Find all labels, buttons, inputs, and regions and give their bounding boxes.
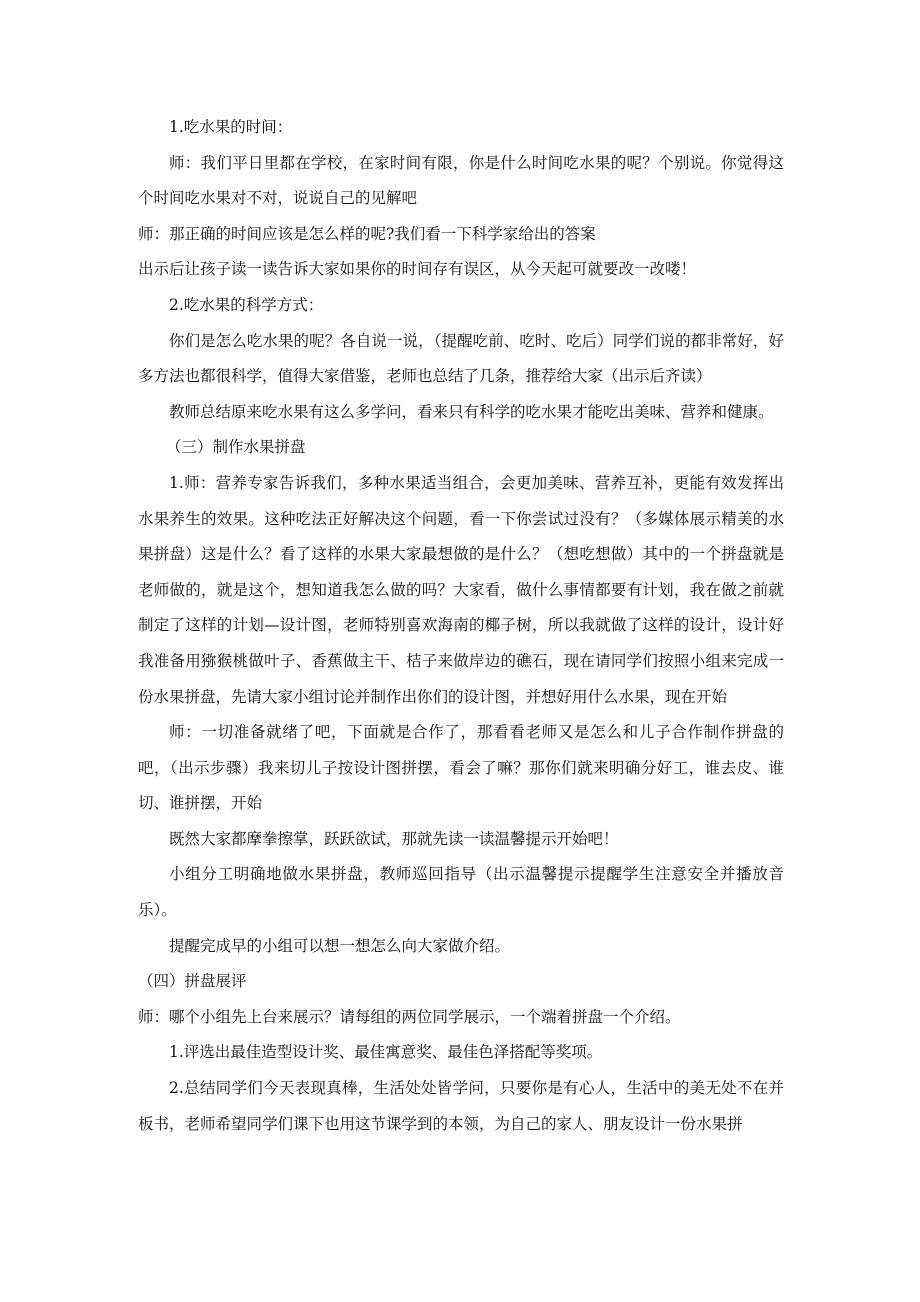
document-body [138, 110, 784, 1142]
section-heading: （三）制作水果拼盘 [166, 438, 306, 457]
paragraph: 师：哪个小组先上台来展示？请每组的两位同学展示，一个端着拼盘一个介绍。 [138, 1007, 681, 1026]
paragraph: 提醒完成早的小组可以想一想怎么向大家做介绍。 [169, 936, 511, 955]
paragraph: 小组分工明确地做水果拼盘，教师巡回指导（出示温馨提示提醒学生注意安全并播放音乐）。 [138, 865, 784, 920]
paragraph: 1.吃水果的时间： [169, 118, 293, 136]
paragraph: 教师总结原来吃水果有这么多学问，看来只有科学的吃水果才能吃出美味、营养和健康。 [169, 402, 774, 421]
paragraph: 1.师：营养专家告诉我们，多种水果适当组合，会更加美味、营养互补，更能有效发挥出水果养生的效果。这种吃法正好解决这个问题，看一下你尝试过没有？（多媒体展示精美的水果拼盘）这是什么？看了这样的水果大家最想做的是什么？（想吃想做）其中的一个拼盘就是老师做的，就是这个，想知道我怎么做的吗？大家看，做什么事情都要有计划，我在做之前就制定了这样的计划—设计图，老师特别喜欢海南的椰子树，所以我就做了这样的设计，设计好我准备用猕猴桃做叶子、香蕉做主干、桔子来做岸边的礁石，现在请同学们按照小组来完成一份水果拼盘，先请大家小组讨论并制作出你们的设计图，并想好用什么水果，现在开始 [138, 473, 784, 706]
paragraph: 出示后让孩子读一读告诉大家如果你的时间存有误区，从今天起可就要改一改喽！ [138, 260, 697, 279]
paragraph: 师：我们平日里都在学校，在家时间有限，你是什么时间吃水果的呢？个别说。你觉得这个时间吃水果对不对，说说自己的见解吧 [138, 153, 784, 208]
paragraph: 1.评选出最佳造型设计奖、最佳寓意奖、最佳色泽搭配等奖项。 [169, 1043, 603, 1062]
paragraph: 你们是怎么吃水果的呢？各自说一说，（提醒吃前、吃时、吃后）同学们说的都非常好，好多方法也都很科学，值得大家借鉴，老师也总结了几条，推荐给大家（出示后齐读） [138, 331, 784, 386]
paragraph: 师：一切准备就绪了吧，下面就是合作了，那看看老师又是怎么和儿子合作制作拼盘的吧，（出示步骤）我来切儿子按设计图拼摆，看会了嘛？那你们就来明确分好工，谁去皮、谁切、谁拼摆，开始 [138, 723, 784, 813]
paragraph: 既然大家都摩拳擦掌，跃跃欲试，那就先读一读温馨提示开始吧！ [169, 829, 619, 848]
paragraph: 2.吃水果的科学方式： [169, 295, 324, 314]
paragraph: 2.总结同学们今天表现真棒，生活处处皆学问，只要你是有心人，生活中的美无处不在并板书，老师希望同学们课下也用这节课学到的本领，为自己的家人、朋友设计一份水果拼 [138, 1079, 784, 1133]
section-heading: （四）拼盘展评 [138, 972, 247, 991]
paragraph: 师：那正确的时间应该是怎么样的呢?我们看一下科学家给出的答案 [138, 224, 596, 243]
